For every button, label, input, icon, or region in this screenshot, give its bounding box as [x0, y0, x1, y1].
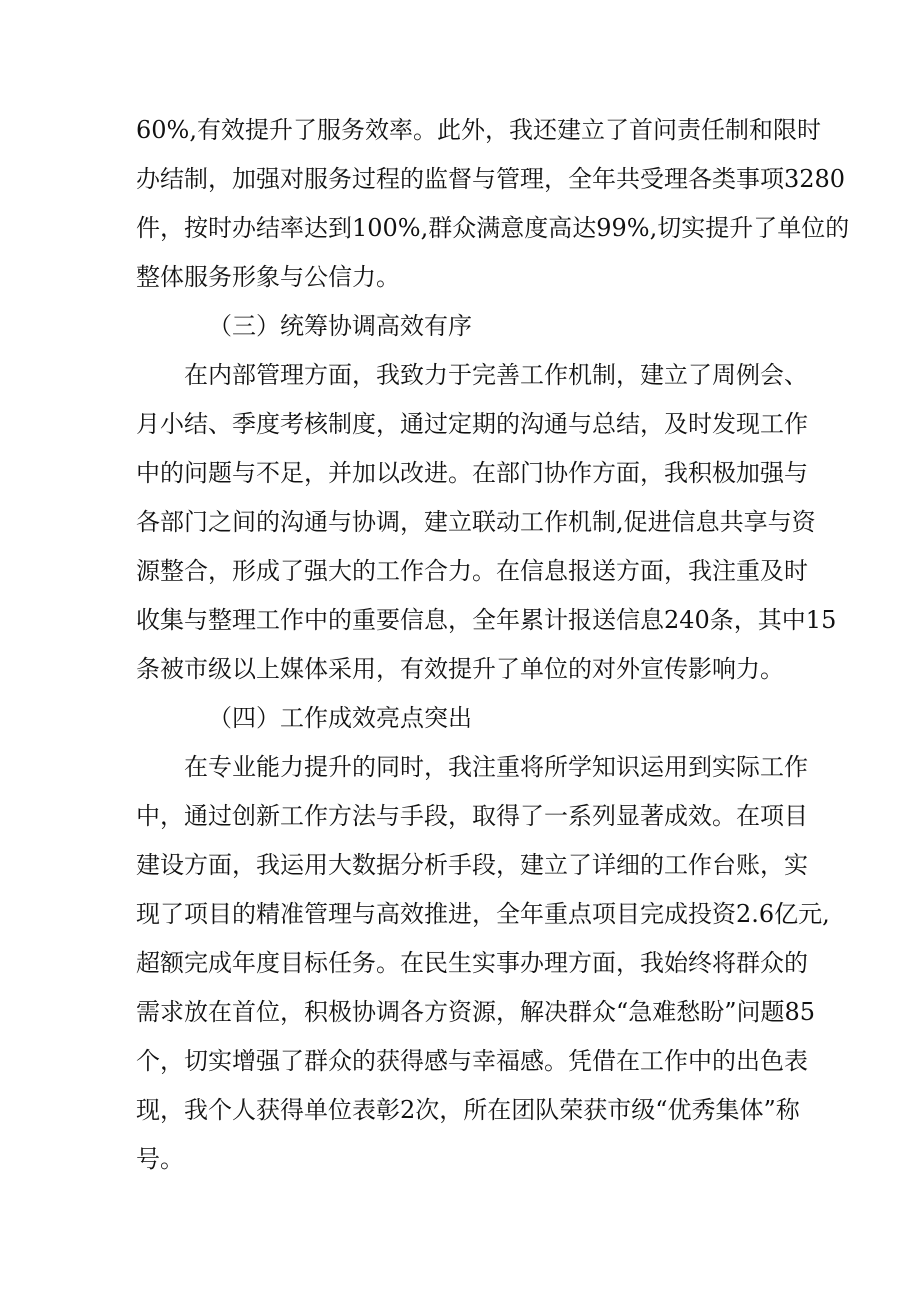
body-text-line: 建设方面，我运用大数据分析手段，建立了详细的工作台账，实 — [136, 851, 808, 879]
body-text-line: 现了项目的精准管理与高效推进，全年重点项目完成投资2.6亿元, — [136, 900, 830, 928]
body-text-line: 源整合，形成了强大的工作合力。在信息报送方面，我注重及时 — [136, 557, 808, 585]
body-text-line: 超额完成年度目标任务。在民生实事办理方面，我始终将群众的 — [136, 949, 808, 977]
body-text-line: 需求放在首位，积极协调各方资源，解决群众“急难愁盼”问题85 — [136, 998, 816, 1026]
body-text-line: 号。 — [136, 1145, 184, 1173]
body-text-line: 个，切实增强了群众的获得感与幸福感。凭借在工作中的出色表 — [136, 1047, 808, 1075]
body-text-line: 各部门之间的沟通与协调，建立联动工作机制,促进信息共享与资 — [136, 508, 816, 536]
paragraph-first-line: 在专业能力提升的同时，我注重将所学知识运用到实际工作 — [184, 753, 808, 781]
section-heading-4: （四）工作成效亮点突出 — [208, 704, 472, 732]
body-text-line: 现，我个人获得单位表彰2次，所在团队荣获市级“优秀集体”称 — [136, 1096, 800, 1124]
paragraph-first-line: 在内部管理方面，我致力于完善工作机制，建立了周例会、 — [184, 361, 808, 389]
body-text-line: 60%,有效提升了服务效率。此外，我还建立了首问责任制和限时 — [136, 116, 821, 144]
body-text-line: 收集与整理工作中的重要信息，全年累计报送信息240条，其中15 — [136, 606, 837, 634]
body-text-line: 中的问题与不足，并加以改进。在部门协作方面，我积极加强与 — [136, 459, 808, 487]
body-text-line: 整体服务形象与公信力。 — [136, 263, 400, 291]
body-text-line: 条被市级以上媒体采用，有效提升了单位的对外宣传影响力。 — [136, 655, 784, 683]
section-heading-3: （三）统筹协调高效有序 — [208, 312, 472, 340]
body-text-line: 办结制，加强对服务过程的监督与管理，全年共受理各类事项3280 — [136, 165, 846, 193]
body-text-line: 件，按时办结率达到100%,群众满意度高达99%,切实提升了单位的 — [136, 214, 850, 242]
body-text-line: 中，通过创新工作方法与手段，取得了一系列显著成效。在项目 — [136, 802, 808, 830]
body-text-line: 月小结、季度考核制度，通过定期的沟通与总结，及时发现工作 — [136, 410, 808, 438]
